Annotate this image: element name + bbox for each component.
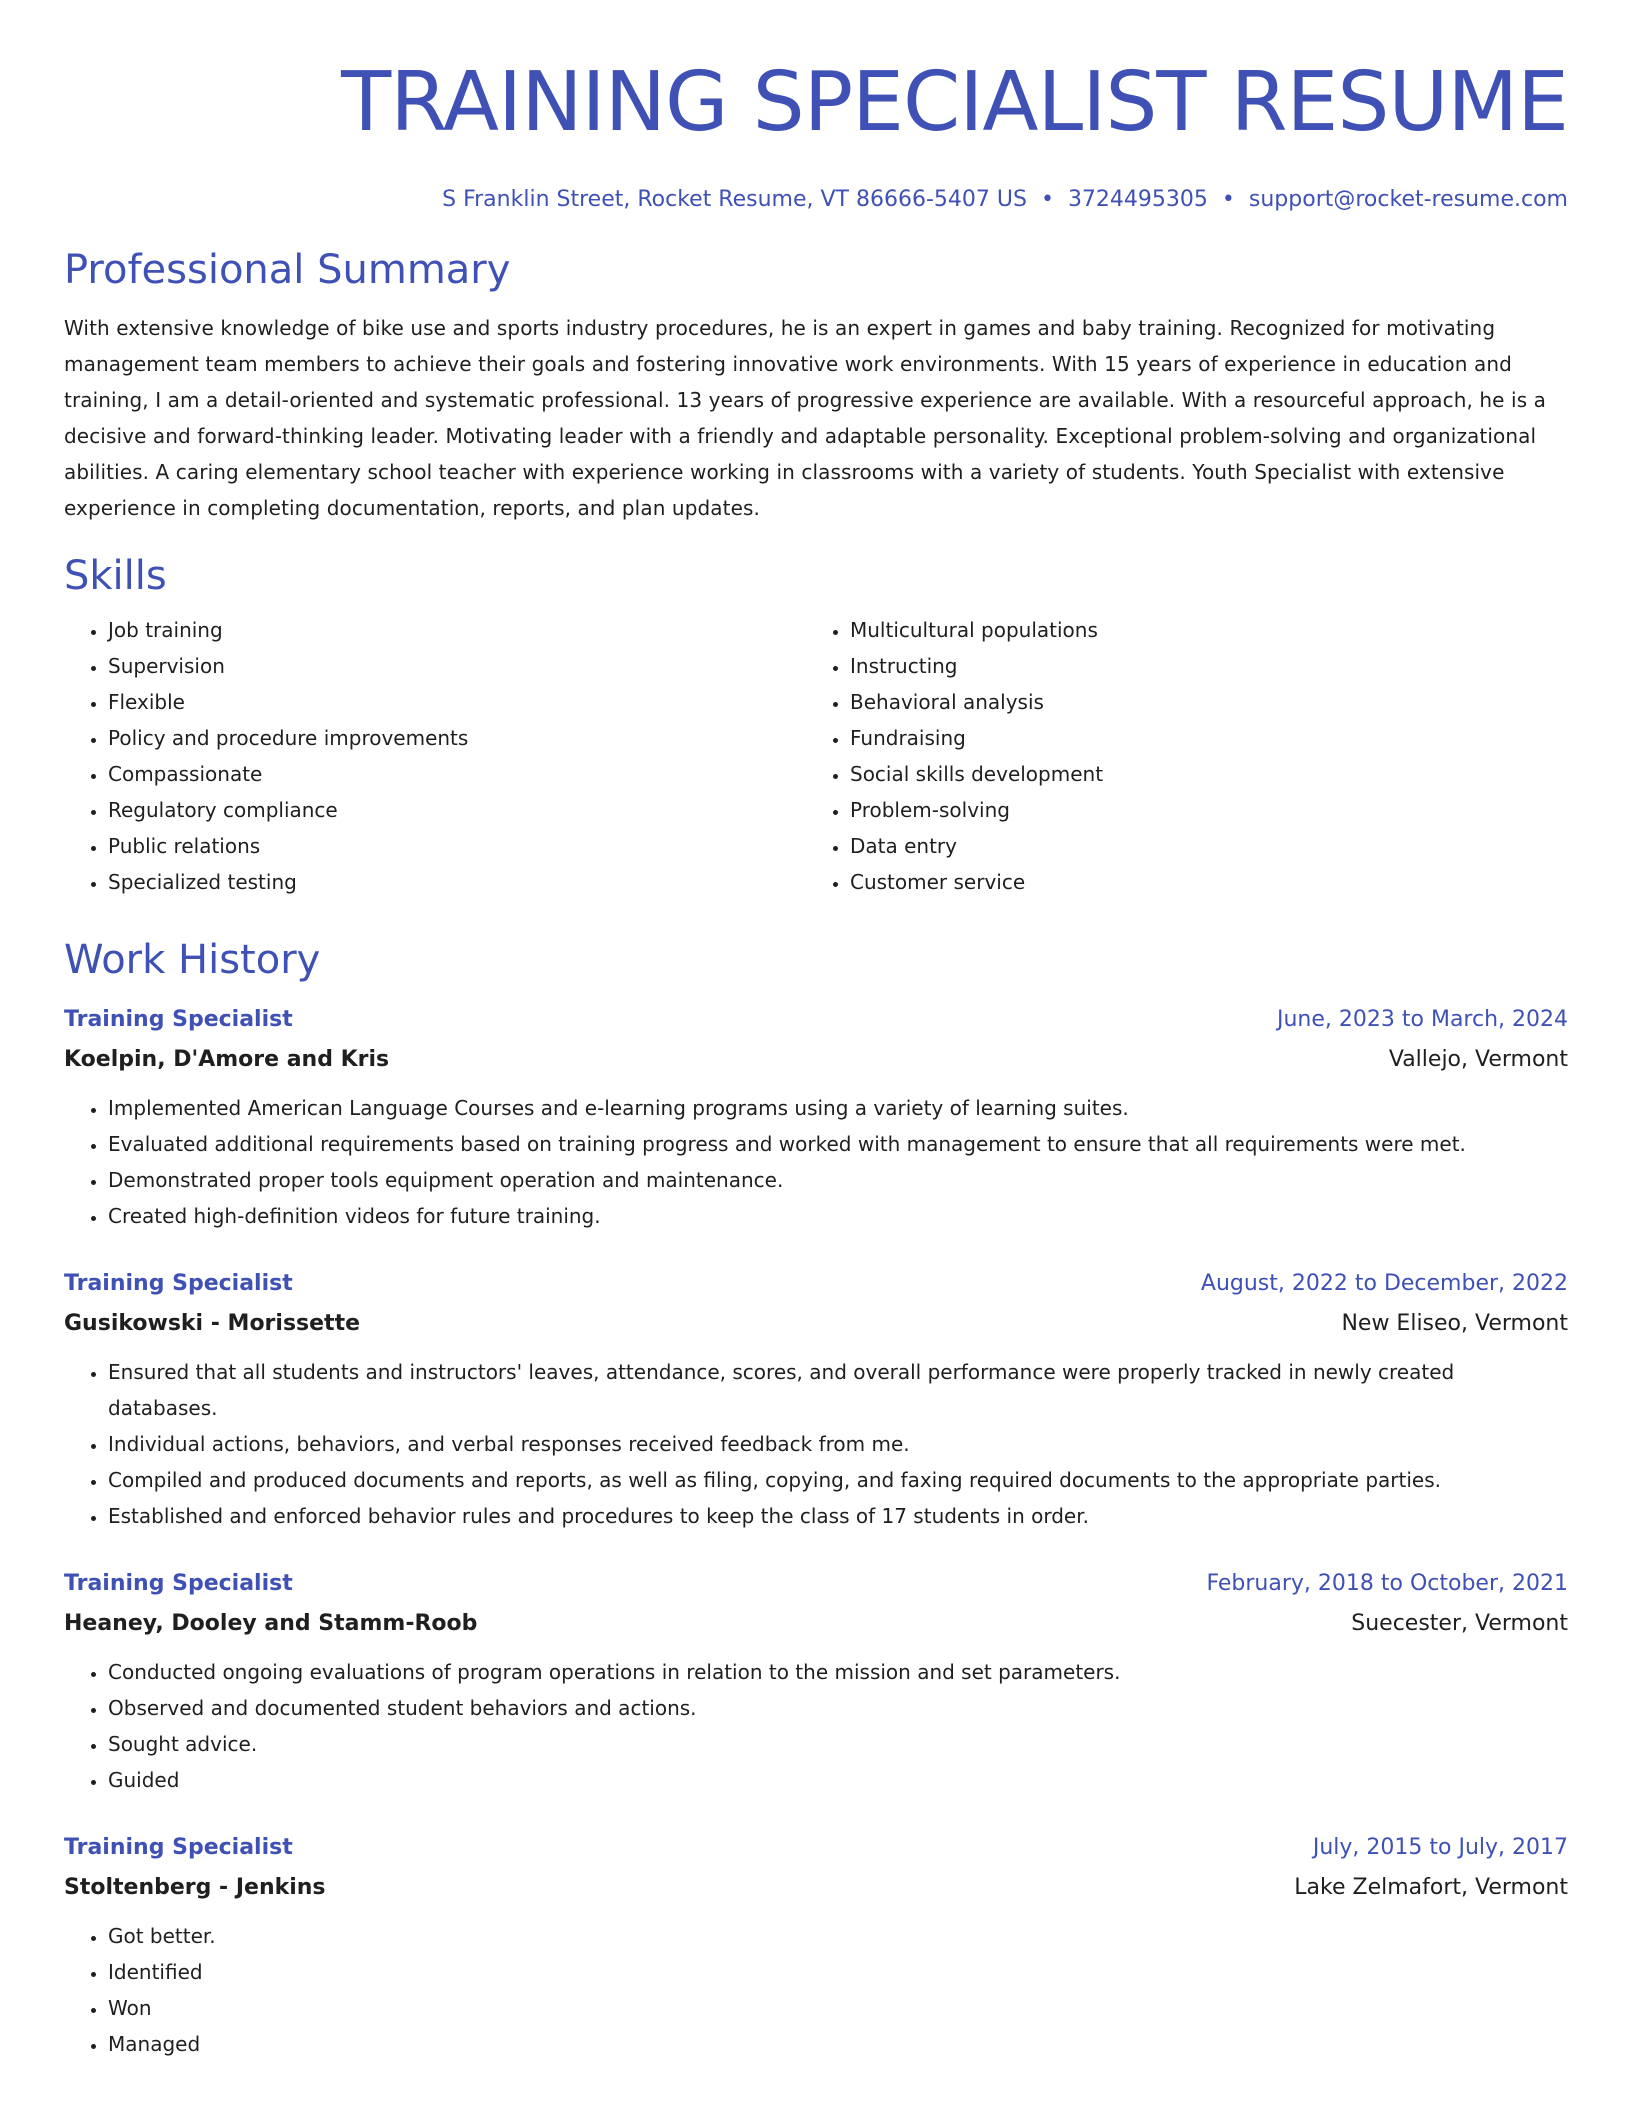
skill-item: • Job training (108, 612, 806, 648)
job-company: Koelpin, D'Amore and Kris (64, 1047, 390, 1072)
job-bullet: • Evaluated additional requirements based on training progress and worked with management to ensure that all requirements were met. (108, 1126, 1568, 1162)
job-bullet: • Identified (108, 1954, 1568, 1990)
resume-page (64, 0, 1568, 2062)
job-header (64, 1004, 1568, 1036)
skill-item: • Customer service (850, 864, 1548, 900)
job-subheader (64, 1044, 1568, 1076)
contact-separator: • (1040, 187, 1054, 212)
job-subheader (64, 1608, 1568, 1640)
resume-title: TRAINING SPECIALIST RESUME (341, 55, 1568, 150)
job-entry (64, 1004, 1568, 1234)
skill-item: • Public relations (108, 828, 806, 864)
job-header (64, 1832, 1568, 1864)
contact-line (64, 184, 1568, 216)
job-bullet: • Guided (108, 1762, 1568, 1798)
skill-item: • Supervision (108, 648, 806, 684)
job-role: Training Specialist (64, 1007, 293, 1032)
skill-item: • Fundraising (850, 720, 1548, 756)
job-dates: June, 2023 to March, 2024 (1277, 1007, 1568, 1032)
contact-phone: 3724495305 (1067, 187, 1208, 212)
job-bullets (64, 1918, 1568, 2062)
skill-item: • Regulatory compliance (108, 792, 806, 828)
skill-item: • Social skills development (850, 756, 1548, 792)
job-role: Training Specialist (64, 1835, 293, 1860)
skill-item: • Instructing (850, 648, 1548, 684)
job-entry (64, 1832, 1568, 2062)
job-bullet: • Individual actions, behaviors, and verbal responses received feedback from me. (108, 1426, 1568, 1462)
skill-item: • Problem-solving (850, 792, 1548, 828)
job-bullet: • Won (108, 1990, 1568, 2026)
summary-heading: Professional Summary (64, 247, 511, 293)
contact-email: support@rocket-resume.com (1248, 187, 1568, 212)
skills-list-right (806, 612, 1548, 900)
job-bullets (64, 1354, 1568, 1534)
job-bullet: • Compiled and produced documents and reports, as well as filing, copying, and faxing required documents to the appropriate parties. (108, 1462, 1568, 1498)
job-company: Stoltenberg - Jenkins (64, 1875, 326, 1900)
job-company: Heaney, Dooley and Stamm-Roob (64, 1611, 478, 1636)
skill-item: • Flexible (108, 684, 806, 720)
job-location: New Eliseo, Vermont (1341, 1311, 1568, 1336)
job-bullet: • Implemented American Language Courses and e-learning programs using a variety of learning suites. (108, 1090, 1568, 1126)
job-bullet: • Managed (108, 2026, 1568, 2062)
job-header (64, 1268, 1568, 1300)
skills-list-left (64, 612, 806, 900)
job-bullet: • Got better. (108, 1918, 1568, 1954)
job-bullet: • Sought advice. (108, 1726, 1568, 1762)
job-bullet: • Demonstrated proper tools equipment operation and maintenance. (108, 1162, 1568, 1198)
job-location: Lake Zelmafort, Vermont (1294, 1875, 1568, 1900)
job-entry (64, 1568, 1568, 1798)
job-dates: February, 2018 to October, 2021 (1206, 1571, 1568, 1596)
job-bullets (64, 1654, 1568, 1798)
job-bullet: • Observed and documented student behaviors and actions. (108, 1690, 1568, 1726)
job-bullet: • Established and enforced behavior rules and procedures to keep the class of 17 students in order. (108, 1498, 1568, 1534)
job-subheader (64, 1308, 1568, 1340)
skills-heading: Skills (64, 553, 167, 599)
skill-item: • Compassionate (108, 756, 806, 792)
job-bullet: • Conducted ongoing evaluations of program operations in relation to the mission and set parameters. (108, 1654, 1568, 1690)
contact-separator: • (1221, 187, 1235, 212)
job-location: Vallejo, Vermont (1388, 1047, 1568, 1072)
job-bullet: • Created high-definition videos for future training. (108, 1198, 1568, 1234)
job-header (64, 1568, 1568, 1600)
job-subheader (64, 1872, 1568, 1904)
job-dates: August, 2022 to December, 2022 (1200, 1271, 1568, 1296)
skill-item: • Data entry (850, 828, 1548, 864)
job-role: Training Specialist (64, 1271, 293, 1296)
job-role: Training Specialist (64, 1571, 293, 1596)
skills-grid (64, 612, 1568, 900)
job-company: Gusikowski - Morissette (64, 1311, 361, 1336)
job-location: Suecester, Vermont (1351, 1611, 1568, 1636)
skill-item: • Policy and procedure improvements (108, 720, 806, 756)
skill-item: • Behavioral analysis (850, 684, 1548, 720)
job-dates: July, 2015 to July, 2017 (1312, 1835, 1568, 1860)
skill-item: • Multicultural populations (850, 612, 1548, 648)
job-bullets (64, 1090, 1568, 1234)
contact-address: S Franklin Street, Rocket Resume, VT 86666-5407 US (442, 187, 1027, 212)
summary-text: With extensive knowledge of bike use and sports industry procedures, he is an expert in games and baby training. Recognized for motivating management team members to achieve their goals and fostering innovative work environments. With 15 years of experience in education and training, I am a detail-oriented and systematic professional. 13 years of progressive experience are available. With a resourceful approach, he is a decisive and forward-thinking leader. Motivating leader with a friendly and adaptable personality. Exceptional problem-solving and organizational abilities. A caring elementary school teacher with experience working in classrooms with a variety of students. Youth Specialist with extensive experience in completing documentation, reports, and plan updates. (64, 316, 1547, 520)
work-history-heading: Work History (64, 937, 321, 983)
job-entry (64, 1268, 1568, 1534)
job-bullet: • Ensured that all students and instructors' leaves, attendance, scores, and overall performance were properly tracked in newly created databases. (108, 1354, 1568, 1426)
skill-item: • Specialized testing (108, 864, 806, 900)
